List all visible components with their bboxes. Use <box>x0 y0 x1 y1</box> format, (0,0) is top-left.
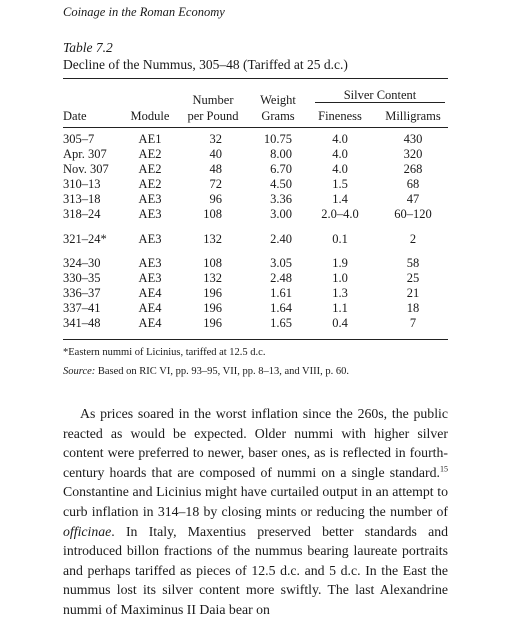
cell-weight: 1.65 <box>270 316 292 330</box>
table-row <box>0 301 505 316</box>
header-date: Date <box>63 109 87 123</box>
table-source <box>63 366 349 377</box>
cell-date: 305–7 <box>63 132 95 146</box>
cell-fineness: 4.0 <box>332 162 348 176</box>
header-milligrams: Milligrams <box>385 109 441 123</box>
header-number-line2: per Pound <box>187 109 239 123</box>
cell-weight: 2.48 <box>270 271 292 285</box>
cell-number: 196 <box>203 286 222 300</box>
cell-date: 313–18 <box>63 192 101 206</box>
table-row <box>0 271 505 286</box>
cell-date: 321–24* <box>63 232 107 246</box>
cell-module: AE3 <box>138 232 162 246</box>
cell-fineness: 1.5 <box>332 177 348 191</box>
table-row <box>0 192 505 207</box>
cell-module: AE4 <box>138 301 162 315</box>
cell-fineness: 1.3 <box>332 286 348 300</box>
cell-fineness: 1.4 <box>332 192 348 206</box>
cell-number: 72 <box>209 177 222 191</box>
silver-content-rule <box>315 102 445 103</box>
cell-number: 40 <box>209 147 222 161</box>
cell-date: 324–30 <box>63 256 101 270</box>
cell-date: 337–41 <box>63 301 101 315</box>
cell-milligrams: 68 <box>406 177 420 191</box>
cell-number: 108 <box>203 256 222 270</box>
cell-milligrams: 268 <box>403 162 423 176</box>
table-row <box>0 147 505 162</box>
table-row <box>0 132 505 147</box>
table-header-rule <box>63 127 448 128</box>
cell-weight: 3.05 <box>270 256 292 270</box>
header-weight-line2: Grams <box>261 109 295 123</box>
cell-date: Nov. 307 <box>63 162 109 176</box>
body-text-part: . In Italy, Maxentius preserved better standards and introduced billon fractions of the nummus bearing laureate portraits and perhaps tariffed as pieces of 12.5 d.c. and 5 d.c. In the East the nummus lost its silver content more swiftly. The last Alexandrine nummi of Maximinus II Daia bear on <box>63 523 448 617</box>
table-title: Decline of the Nummus, 305–48 (Tariffed at 25 d.c.) <box>63 57 348 72</box>
cell-number: 32 <box>209 132 222 146</box>
cell-number: 196 <box>203 301 222 315</box>
cell-module: AE3 <box>138 207 162 221</box>
cell-weight: 4.50 <box>270 177 292 191</box>
body-text <box>63 404 448 620</box>
table-row <box>0 286 505 301</box>
cell-weight: 8.00 <box>270 147 292 161</box>
cell-milligrams: 430 <box>403 132 423 146</box>
table-row <box>0 162 505 177</box>
table-top-rule <box>63 78 448 79</box>
body-text-part: Constantine and Licinius might have curtailed output in an attempt to curb inflation in 314–18 by closing mints or reducing the number of <box>63 484 448 519</box>
cell-milligrams: 2 <box>409 232 417 246</box>
body-italic-term: officinae <box>63 523 112 539</box>
header-module: Module <box>130 109 170 123</box>
cell-module: AE3 <box>138 192 162 206</box>
cell-date: Apr. 307 <box>63 147 107 161</box>
cell-fineness: 4.0 <box>332 147 348 161</box>
cell-milligrams: 60–120 <box>394 207 432 221</box>
cell-weight: 10.75 <box>263 132 292 146</box>
cell-fineness: 1.9 <box>332 256 348 270</box>
source-text: Based on RIC VI, pp. 93–95, VII, pp. 8–13, and VIII, p. 60. <box>95 366 349 377</box>
header-number-line1: Number <box>192 93 234 107</box>
table-row <box>0 316 505 331</box>
cell-milligrams: 47 <box>406 192 420 206</box>
cell-module: AE2 <box>138 147 162 161</box>
source-label: Source: <box>63 366 96 377</box>
cell-fineness: 0.1 <box>332 232 348 246</box>
cell-date: 318–24 <box>63 207 101 221</box>
cell-number: 132 <box>203 271 222 285</box>
body-paragraph <box>63 404 448 620</box>
cell-date: 336–37 <box>63 286 101 300</box>
cell-number: 196 <box>203 316 222 330</box>
body-text-part: As prices soared in the worst inflation since the 260s, the public reacted as would be expected. Older nummi with higher silver content were preferred to newer, baser ones, as is reflected in fourth-century hoards that are composed of nummi on a single standard. <box>63 406 448 480</box>
cell-module: AE4 <box>138 286 162 300</box>
cell-weight: 3.36 <box>270 192 292 206</box>
header-silver-content: Silver Content <box>343 88 417 102</box>
cell-number: 48 <box>209 162 222 176</box>
cell-milligrams: 58 <box>406 256 420 270</box>
cell-module: AE3 <box>138 256 162 270</box>
cell-milligrams: 18 <box>406 301 420 315</box>
cell-date: 341–48 <box>63 316 101 330</box>
table-bottom-rule <box>63 339 448 340</box>
cell-fineness: 2.0–4.0 <box>321 207 359 221</box>
cell-date: 330–35 <box>63 271 101 285</box>
cell-weight: 3.00 <box>270 207 292 221</box>
cell-milligrams: 320 <box>403 147 423 161</box>
cell-weight: 1.61 <box>270 286 292 300</box>
cell-date: 310–13 <box>63 177 101 191</box>
cell-number: 108 <box>203 207 222 221</box>
cell-weight: 1.64 <box>270 301 292 315</box>
cell-weight: 6.70 <box>270 162 292 176</box>
header-fineness: Fineness <box>318 109 362 123</box>
cell-fineness: 1.1 <box>332 301 348 315</box>
cell-fineness: 4.0 <box>332 132 348 146</box>
cell-module: AE1 <box>138 132 162 146</box>
footnote-reference: 15 <box>440 464 448 474</box>
cell-milligrams: 25 <box>406 271 420 285</box>
cell-module: AE2 <box>138 177 162 191</box>
cell-number: 96 <box>209 192 222 206</box>
cell-milligrams: 21 <box>406 286 420 300</box>
cell-fineness: 1.0 <box>332 271 348 285</box>
cell-number: 132 <box>203 232 222 246</box>
table-row <box>0 207 505 222</box>
table-row <box>0 256 505 271</box>
cell-milligrams: 7 <box>409 316 417 330</box>
table-number: Table 7.2 <box>63 40 113 55</box>
cell-weight: 2.40 <box>270 232 292 246</box>
cell-fineness: 0.4 <box>332 316 348 330</box>
table-footnote: *Eastern nummi of Licinius, tariffed at 12.5 d.c. <box>63 347 266 358</box>
running-head: Coinage in the Roman Economy <box>63 5 225 19</box>
header-weight-line1: Weight <box>260 93 296 107</box>
cell-module: AE2 <box>138 162 162 176</box>
cell-module: AE3 <box>138 271 162 285</box>
cell-module: AE4 <box>138 316 162 330</box>
table-row <box>0 177 505 192</box>
table-row <box>0 232 505 247</box>
